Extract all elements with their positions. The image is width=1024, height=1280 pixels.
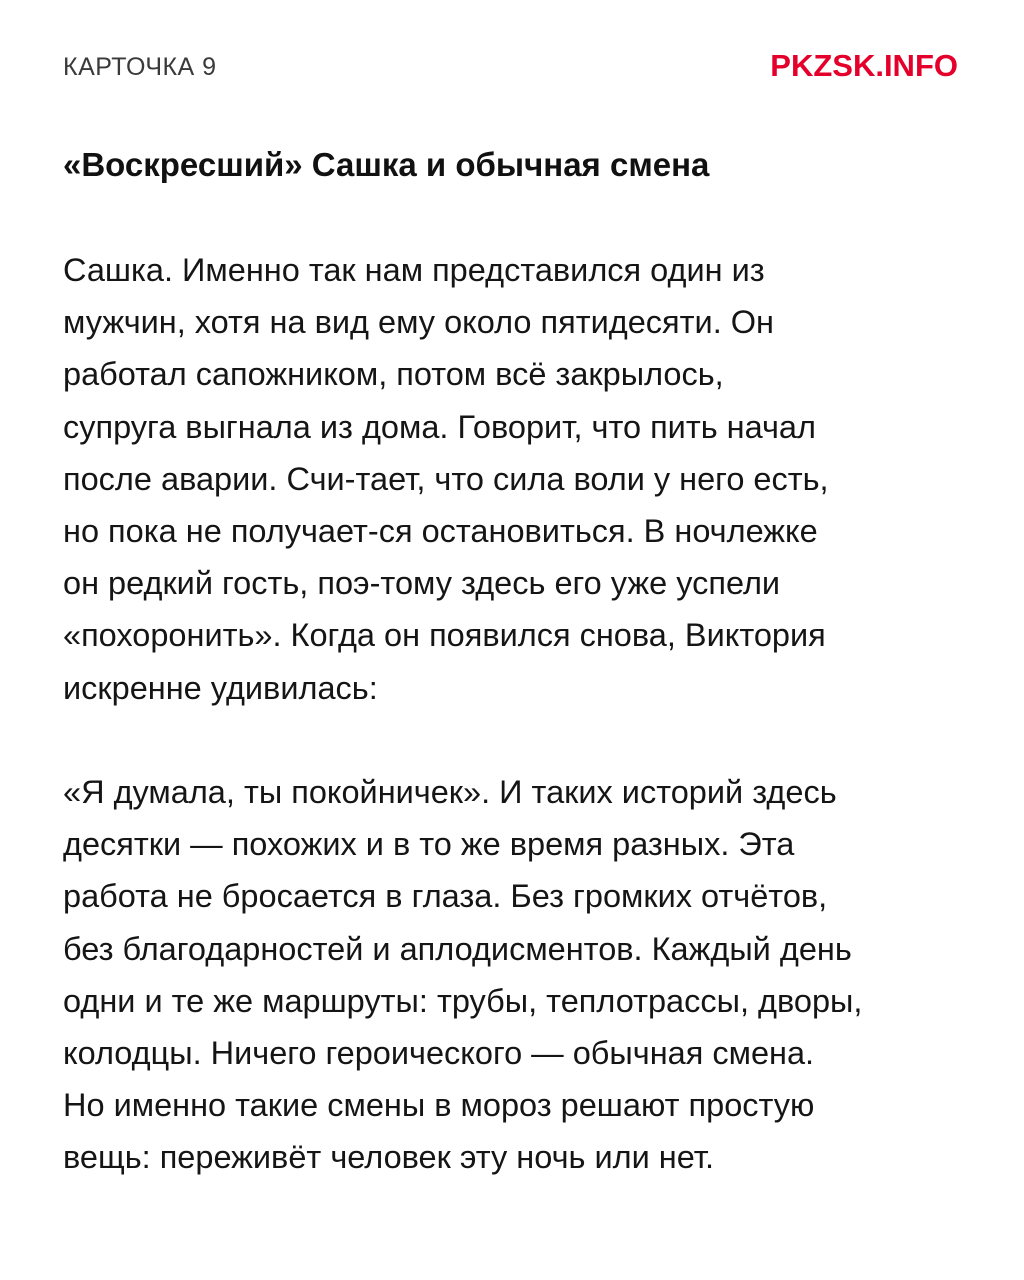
paragraph-line: работал сапожником, потом всё закрылось, (63, 356, 724, 393)
paragraph-line: мужчин, хотя на вид ему около пятидесяти. Он (63, 304, 774, 341)
site-logo[interactable]: PKZSK.INFO (770, 48, 958, 83)
paragraph-line: после аварии. Счи-тает, что сила воли у него есть, (63, 460, 829, 497)
paragraph-line: десятки — похожих и в то же время разных. Эта (63, 826, 795, 863)
paragraph-line: Но именно такие смены в мороз решают простую (63, 1087, 815, 1124)
paragraph-line: искренне удивилась: (63, 669, 378, 706)
paragraph-line: «Я думала, ты покойничек». И таких историй здесь (63, 774, 837, 810)
paragraph-line: «похоронить». Когда он появился снова, Виктория (63, 617, 826, 654)
paragraph-line: он редкий гость, поэ-тому здесь его уже успели (63, 565, 781, 602)
paragraph-line: супруга выгнала из дома. Говорит, что пить начал (63, 408, 816, 445)
paragraph-line: работа не бросается в глаза. Без громких отчётов, (63, 878, 828, 915)
paragraph-line: одни и те же маршруты: трубы, теплотрассы, дворы, (63, 982, 863, 1019)
paragraph-line: без благодарностей и аплодисментов. Каждый день (63, 930, 852, 967)
paragraph-line: вещь: переживёт человек эту ночь или нет. (63, 1139, 715, 1176)
paragraph-line: но пока не получает-ся остановиться. В ночлежке (63, 513, 818, 550)
card-number-label: КАРТОЧКА 9 (63, 53, 217, 81)
paragraph-line: колодцы. Ничего героического — обычная смена. (63, 1035, 815, 1072)
paragraph-line: Сашка. Именно так нам представился один из (63, 252, 765, 288)
article-paragraph-1 (63, 244, 963, 714)
article-title: «Воскресший» Сашка и обычная смена (63, 146, 710, 183)
article-paragraph-2 (63, 766, 963, 1184)
